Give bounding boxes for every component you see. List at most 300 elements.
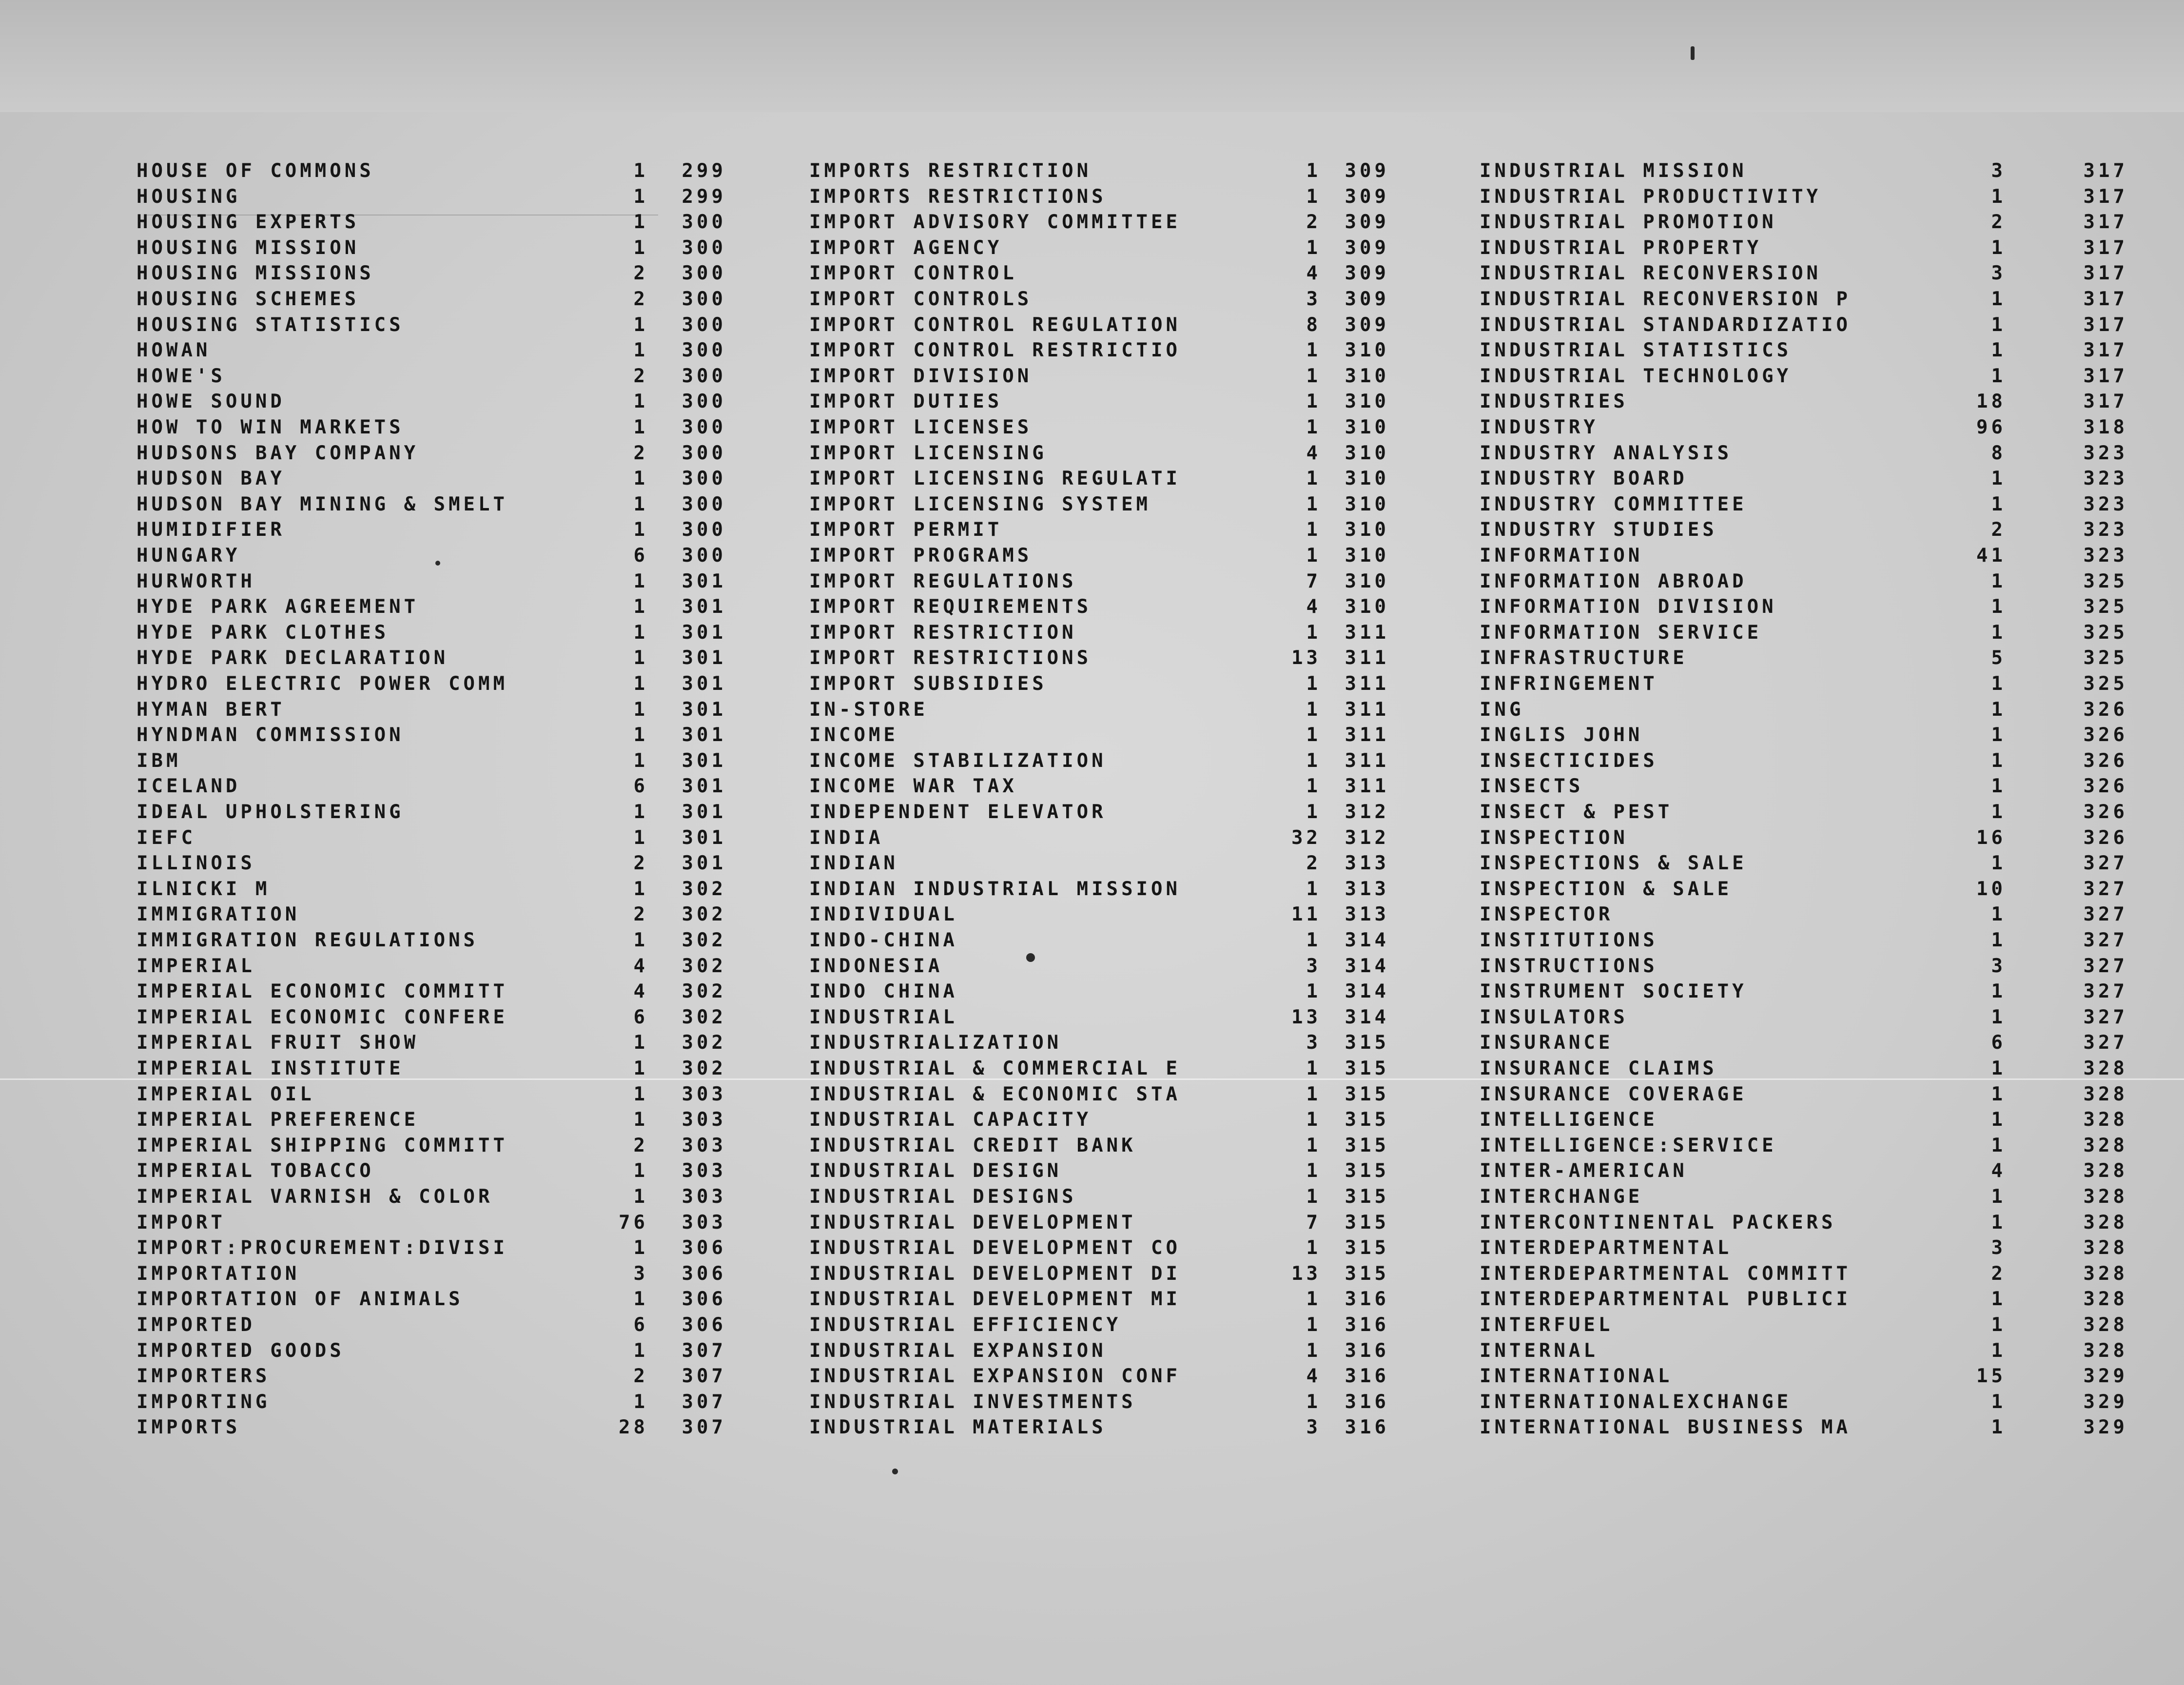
entry-count: 1 [633,339,648,362]
entry-page: 323 [2083,545,2128,567]
entry-page: 301 [682,749,726,772]
entry-page: 327 [2083,878,2128,900]
entry-term: HYDRO ELECTRIC POWER COMM [136,673,508,695]
entry-count: 1 [1991,1416,2006,1439]
top-shadow-band [0,0,2184,112]
entry-page: 299 [682,160,726,182]
entry-page: 310 [1345,596,1389,618]
entry-count: 8 [1991,442,2006,464]
entry-term: INGLIS JOHN [1480,724,1643,746]
entry-count: 1 [1991,673,2006,695]
entry-page: 300 [682,288,726,310]
entry-page: 329 [2083,1416,2128,1439]
entry-count: 3 [1306,1416,1321,1439]
entry-page: 328 [2083,1237,2128,1259]
entry-page: 317 [2083,262,2128,285]
entry-count: 3 [1306,955,1321,977]
entry-count: 16 [1976,826,2006,849]
entry-count: 1 [1306,980,1321,1003]
entry-count: 1 [1306,673,1321,695]
entry-page: 309 [1345,262,1389,285]
entry-page: 328 [2083,1134,2128,1156]
entry-count: 18 [1976,391,2006,413]
entry-count: 1 [1991,1134,2006,1156]
entry-page: 317 [2083,288,2128,310]
entry-term: INSURANCE CLAIMS [1480,1058,1717,1079]
entry-count: 1 [1991,365,2006,387]
entry-page: 300 [682,519,726,541]
entry-page: 315 [1345,1109,1389,1131]
entry-count: 1 [633,621,648,644]
entry-term: HOWE SOUND [136,391,285,413]
entry-term: ICELAND [136,775,241,798]
entry-count: 6 [1991,1032,2006,1054]
entry-page: 328 [2083,1211,2128,1234]
entry-term: INTERFUEL [1480,1314,1614,1336]
entry-count: 2 [633,365,648,387]
dust-speck [435,561,440,566]
entry-term: INDUSTRIAL DEVELOPMENT CO [809,1237,1181,1259]
entry-count: 1 [633,236,648,259]
entry-page: 318 [2083,416,2128,438]
entry-count: 8 [1306,313,1321,336]
entry-count: 2 [633,1365,648,1388]
entry-term: HUDSON BAY [136,468,285,490]
entry-count: 1 [633,1160,648,1182]
entry-page: 313 [1345,903,1389,926]
entry-term: IMPORT REGULATIONS [809,570,1077,592]
entry-count: 1 [1991,288,2006,310]
entry-term: IN-STORE [809,698,928,721]
entry-page: 310 [1345,468,1389,490]
entry-page: 317 [2083,236,2128,259]
entry-page: 307 [682,1339,726,1362]
entry-term: HUMIDIFIER [136,519,285,541]
entry-page: 325 [2083,570,2128,592]
entry-term: INDUSTRIAL TECHNOLOGY [1480,365,1792,387]
entry-page: 302 [682,1032,726,1054]
entry-term: IMPORT CONTROLS [809,288,1033,310]
entry-term: INDUSTRIAL INVESTMENTS [809,1391,1136,1413]
entry-count: 2 [1306,852,1321,875]
entry-page: 328 [2083,1262,2128,1285]
entry-count: 1 [1306,236,1321,259]
entry-term: HUNGARY [136,545,241,567]
entry-page: 309 [1345,313,1389,336]
entry-term: HYDE PARK CLOTHES [136,621,390,644]
entry-term: IMPORT CONTROL RESTRICTIO [809,339,1181,362]
entry-term: INDUSTRIAL MISSION [1480,160,1747,182]
entry-term: IMPORT RESTRICTION [809,621,1077,644]
entry-page: 317 [2083,313,2128,336]
entry-count: 1 [1306,775,1321,798]
entry-count: 1 [633,185,648,208]
entry-count: 4 [1991,1160,2006,1182]
entry-count: 1 [1306,160,1321,182]
entry-term: INSPECTION & SALE [1480,878,1733,900]
entry-count: 3 [1991,160,2006,182]
entry-count: 6 [633,775,648,798]
entry-page: 311 [1345,647,1389,669]
entry-term: INDUSTRY BOARD [1480,468,1688,490]
entry-page: 302 [682,1006,726,1028]
entry-count: 1 [633,313,648,336]
entry-count: 1 [1991,980,2006,1003]
entry-count: 1 [633,1058,648,1079]
entry-term: IMPORT LICENSING REGULATI [809,468,1181,490]
entry-count: 1 [1991,852,2006,875]
entry-term: IMPORTERS [136,1365,271,1388]
entry-term: INDUSTRIAL DEVELOPMENT MI [809,1288,1181,1311]
entry-page: 309 [1345,185,1389,208]
entry-term: INDUSTRIAL DEVELOPMENT [809,1211,1136,1234]
entry-term: INDUSTRIAL & COMMERCIAL E [809,1058,1181,1079]
entry-page: 323 [2083,519,2128,541]
entry-term: HOUSING SCHEMES [136,288,360,310]
entry-count: 1 [1306,416,1321,438]
entry-count: 1 [633,416,648,438]
entry-page: 301 [682,570,726,592]
entry-count: 1 [633,801,648,823]
entry-page: 327 [2083,1032,2128,1054]
entry-page: 327 [2083,1006,2128,1028]
entry-count: 1 [633,724,648,746]
entry-page: 317 [2083,211,2128,234]
entry-page: 315 [1345,1211,1389,1234]
entry-count: 1 [1306,1109,1321,1131]
entry-page: 303 [682,1186,726,1208]
entry-page: 300 [682,493,726,515]
entry-term: HURWORTH [136,570,255,592]
entry-term: INDUSTRIAL STANDARDIZATIO [1480,313,1851,336]
entry-page: 315 [1345,1262,1389,1285]
entry-page: 302 [682,955,726,977]
entry-term: HOUSING MISSIONS [136,262,374,285]
entry-count: 1 [1306,801,1321,823]
entry-count: 1 [1306,878,1321,900]
entry-count: 1 [1306,468,1321,490]
entry-term: INCOME [809,724,898,746]
entry-term: INDUSTRIAL PROPERTY [1480,236,1762,259]
entry-term: INDUSTRY STUDIES [1480,519,1717,541]
entry-count: 1 [633,468,648,490]
entry-term: INTERNATIONAL [1480,1365,1673,1388]
entry-page: 300 [682,391,726,413]
entry-term: INSECTICIDES [1480,749,1658,772]
entry-count: 1 [1991,749,2006,772]
entry-term: INDUSTRIAL RECONVERSION [1480,262,1822,285]
entry-count: 1 [1306,519,1321,541]
entry-count: 1 [1991,1109,2006,1131]
entry-count: 28 [619,1416,648,1439]
entry-count: 1 [1991,570,2006,592]
entry-count: 1 [1306,1160,1321,1182]
entry-page: 312 [1345,826,1389,849]
entry-count: 1 [1991,724,2006,746]
entry-page: 314 [1345,980,1389,1003]
entry-page: 301 [682,826,726,849]
entry-page: 311 [1345,724,1389,746]
entry-page: 306 [682,1262,726,1285]
entry-page: 327 [2083,852,2128,875]
entry-term: INDUSTRIAL [809,1006,958,1028]
entry-page: 309 [1345,160,1389,182]
entry-page: 300 [682,339,726,362]
entry-term: HOUSING STATISTICS [136,313,404,336]
entry-page: 310 [1345,570,1389,592]
entry-term: INSTITUTIONS [1480,929,1658,951]
entry-count: 1 [1306,1288,1321,1311]
entry-page: 315 [1345,1083,1389,1105]
entry-term: INTERDEPARTMENTAL COMMITT [1480,1262,1851,1285]
entry-count: 1 [1306,749,1321,772]
entry-count: 1 [1306,339,1321,362]
entry-term: INSULATORS [1480,1006,1628,1028]
entry-term: IMPORT LICENSES [809,416,1033,438]
entry-count: 1 [1306,365,1321,387]
entry-page: 328 [2083,1314,2128,1336]
entry-term: INCOME WAR TAX [809,775,1017,798]
entry-term: INTER-AMERICAN [1480,1160,1688,1182]
entry-term: IMPORTED [136,1314,255,1336]
entry-count: 76 [619,1211,648,1234]
entry-term: INTERDEPARTMENTAL [1480,1237,1733,1259]
entry-page: 312 [1345,801,1389,823]
entry-count: 2 [633,852,648,875]
entry-term: INDUSTRIAL CAPACITY [809,1109,1092,1131]
entry-page: 310 [1345,545,1389,567]
entry-term: IMPORT LICENSING SYSTEM [809,493,1151,515]
entry-count: 1 [1991,493,2006,515]
entry-count: 13 [1291,647,1321,669]
entry-count: 1 [633,1391,648,1413]
entry-page: 309 [1345,211,1389,234]
entry-count: 2 [633,1134,648,1156]
entry-term: IMPERIAL PREFERENCE [136,1109,419,1131]
entry-term: IDEAL UPHOLSTERING [136,801,404,823]
entry-count: 1 [1991,1339,2006,1362]
entry-count: 3 [1991,955,2006,977]
entry-count: 1 [633,570,648,592]
entry-count: 1 [633,647,648,669]
entry-page: 306 [682,1314,726,1336]
dust-speck [1026,953,1035,962]
entry-page: 302 [682,878,726,900]
entry-term: INSPECTOR [1480,903,1614,926]
entry-page: 301 [682,852,726,875]
entry-term: INSURANCE [1480,1032,1614,1054]
entry-page: 317 [2083,339,2128,362]
entry-term: HYDE PARK DECLARATION [136,647,449,669]
entry-count: 32 [1291,826,1321,849]
entry-count: 4 [1306,596,1321,618]
entry-count: 1 [633,826,648,849]
entry-count: 7 [1306,570,1321,592]
entry-count: 1 [633,211,648,234]
entry-page: 307 [682,1416,726,1439]
entry-term: IMPERIAL [136,955,255,977]
entry-count: 96 [1976,416,2006,438]
entry-count: 1 [1991,801,2006,823]
entry-page: 326 [2083,749,2128,772]
entry-count: 4 [633,955,648,977]
entry-page: 311 [1345,775,1389,798]
entry-page: 315 [1345,1134,1389,1156]
entry-term: HOUSING EXPERTS [136,211,360,234]
entry-page: 300 [682,313,726,336]
entry-page: 327 [2083,929,2128,951]
entry-count: 1 [1306,493,1321,515]
entry-page: 300 [682,365,726,387]
entry-term: INTERCONTINENTAL PACKERS [1480,1211,1836,1234]
entry-page: 323 [2083,442,2128,464]
entry-term: INDUSTRIAL EFFICIENCY [809,1314,1122,1336]
entry-count: 5 [1991,647,2006,669]
entry-page: 313 [1345,878,1389,900]
entry-term: IMPORT DUTIES [809,391,1003,413]
entry-term: INDUSTRY COMMITTEE [1480,493,1747,515]
entry-term: INDIAN INDUSTRIAL MISSION [809,878,1181,900]
entry-count: 1 [1991,1186,2006,1208]
entry-page: 302 [682,980,726,1003]
entry-page: 325 [2083,673,2128,695]
entry-page: 310 [1345,365,1389,387]
entry-page: 328 [2083,1186,2128,1208]
entry-page: 301 [682,698,726,721]
entry-term: INDUSTRY ANALYSIS [1480,442,1733,464]
entry-page: 311 [1345,749,1389,772]
entry-term: INFORMATION [1480,545,1643,567]
entry-count: 1 [1991,1083,2006,1105]
entry-term: INTERNAL [1480,1339,1599,1362]
entry-count: 2 [633,903,648,926]
entry-count: 1 [1991,185,2006,208]
entry-page: 307 [682,1391,726,1413]
entry-term: INFRASTRUCTURE [1480,647,1688,669]
entry-term: INSURANCE COVERAGE [1480,1083,1747,1105]
entry-term: IMPORT AGENCY [809,236,1003,259]
entry-page: 316 [1345,1288,1389,1311]
entry-term: INSECTS [1480,775,1584,798]
entry-page: 306 [682,1237,726,1259]
entry-count: 1 [1306,724,1321,746]
entry-term: IMMIGRATION [136,903,300,926]
entry-term: INCOME STABILIZATION [809,749,1107,772]
entry-page: 326 [2083,801,2128,823]
entry-page: 300 [682,236,726,259]
entry-page: 300 [682,545,726,567]
entry-count: 1 [1991,1314,2006,1336]
entry-page: 314 [1345,929,1389,951]
entry-page: 303 [682,1109,726,1131]
entry-term: IMPORT PROGRAMS [809,545,1033,567]
entry-term: IMPORT LICENSING [809,442,1047,464]
entry-term: INSTRUCTIONS [1480,955,1658,977]
entry-page: 301 [682,801,726,823]
entry-count: 2 [633,262,648,285]
entry-term: INTERNATIONALEXCHANGE [1480,1391,1792,1413]
entry-page: 310 [1345,339,1389,362]
entry-term: HYNDMAN COMMISSION [136,724,404,746]
entry-term: INTERNATIONAL BUSINESS MA [1480,1416,1851,1439]
entry-term: IMPORT:PROCUREMENT:DIVISI [136,1237,508,1259]
entry-count: 3 [633,1262,648,1285]
entry-page: 302 [682,929,726,951]
entry-term: HYDE PARK AGREEMENT [136,596,419,618]
entry-page: 327 [2083,903,2128,926]
entry-count: 1 [1306,1237,1321,1259]
dust-speck [1691,46,1695,60]
entry-page: 315 [1345,1186,1389,1208]
entry-page: 309 [1345,236,1389,259]
entry-page: 302 [682,903,726,926]
entry-count: 1 [1991,621,2006,644]
entry-count: 1 [633,596,648,618]
entry-count: 3 [1306,1032,1321,1054]
entry-term: IMPERIAL OIL [136,1083,315,1105]
entry-page: 303 [682,1134,726,1156]
dust-speck [892,1469,898,1474]
entry-page: 328 [2083,1109,2128,1131]
entry-page: 307 [682,1365,726,1388]
entry-term: INDUSTRIAL RECONVERSION P [1480,288,1851,310]
entry-page: 328 [2083,1339,2128,1362]
entry-count: 1 [633,493,648,515]
entry-count: 41 [1976,545,2006,567]
entry-page: 300 [682,416,726,438]
entry-page: 316 [1345,1339,1389,1362]
entry-count: 2 [1991,1262,2006,1285]
entry-term: INDUSTRIAL DESIGNS [809,1186,1077,1208]
entry-count: 1 [633,1186,648,1208]
entry-page: 328 [2083,1083,2128,1105]
entry-term: HOUSING [136,185,241,208]
entry-term: INDUSTRIAL & ECONOMIC STA [809,1083,1181,1105]
entry-count: 1 [633,1032,648,1054]
entry-page: 299 [682,185,726,208]
entry-count: 3 [1306,288,1321,310]
entry-page: 301 [682,621,726,644]
entry-page: 317 [2083,365,2128,387]
entry-count: 4 [1306,1365,1321,1388]
entry-count: 1 [633,519,648,541]
entry-page: 306 [682,1288,726,1311]
entry-term: IMPERIAL ECONOMIC CONFERE [136,1006,508,1028]
entry-term: IMPORT RESTRICTIONS [809,647,1092,669]
entry-page: 328 [2083,1058,2128,1079]
entry-count: 7 [1306,1211,1321,1234]
entry-page: 326 [2083,724,2128,746]
entry-term: IBM [136,749,181,772]
entry-page: 315 [1345,1058,1389,1079]
entry-page: 301 [682,596,726,618]
entry-count: 1 [1306,1134,1321,1156]
entry-term: HYMAN BERT [136,698,285,721]
entry-page: 310 [1345,442,1389,464]
entry-page: 317 [2083,185,2128,208]
entry-count: 1 [1991,929,2006,951]
entry-term: HOUSING MISSION [136,236,360,259]
entry-count: 2 [1306,211,1321,234]
entry-page: 326 [2083,775,2128,798]
entry-term: INDO CHINA [809,980,958,1003]
entry-term: INTERCHANGE [1480,1186,1643,1208]
entry-count: 4 [633,980,648,1003]
entry-term: INDUSTRIES [1480,391,1628,413]
entry-page: 316 [1345,1391,1389,1413]
entry-term: IMPORT CONTROL [809,262,1017,285]
entry-page: 301 [682,673,726,695]
